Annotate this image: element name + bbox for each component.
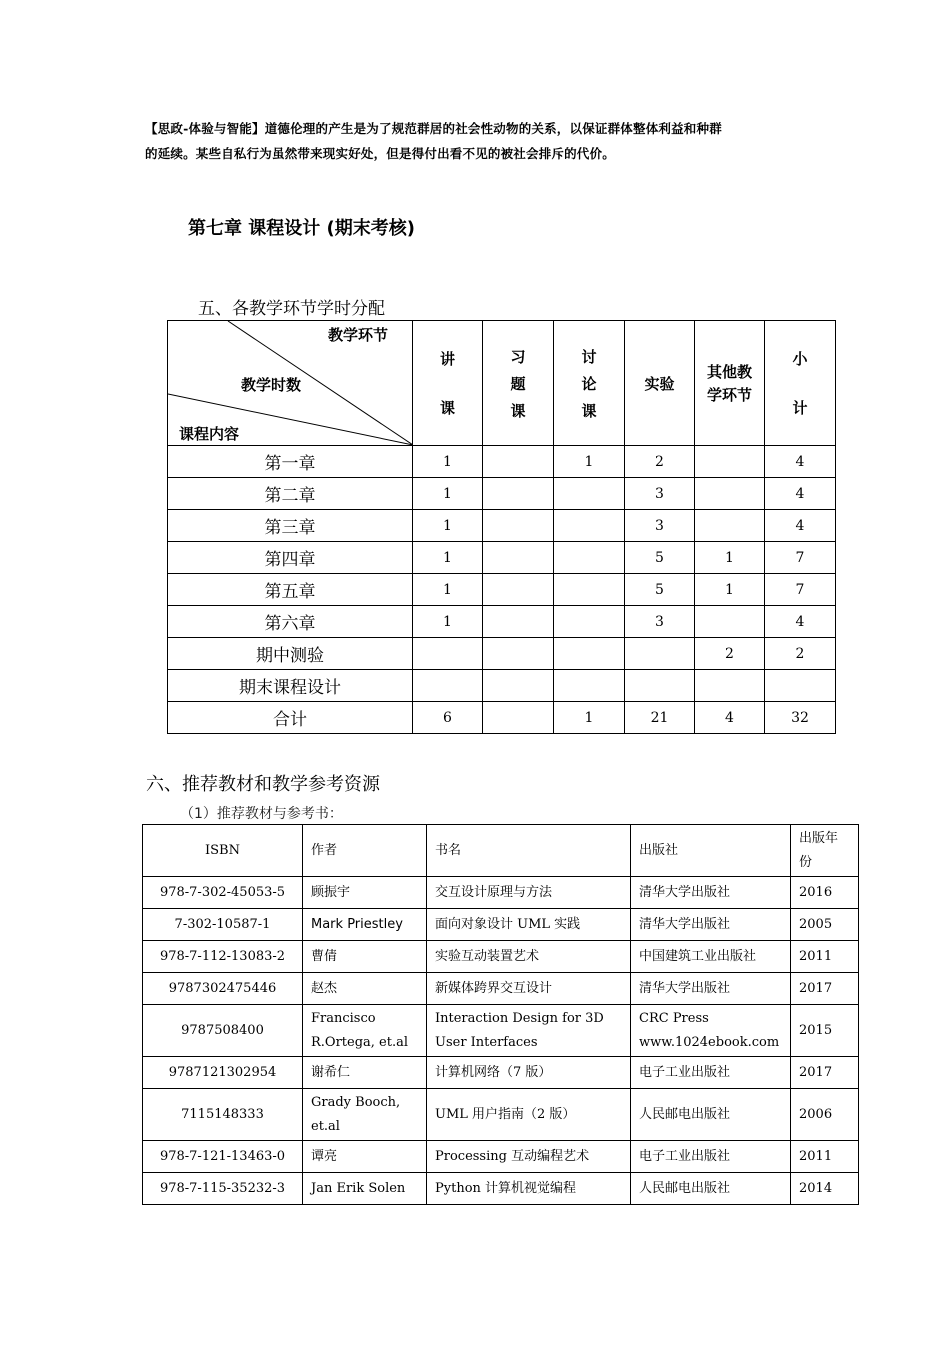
header-discuss-char: 课 bbox=[581, 401, 597, 420]
hours-row bbox=[168, 638, 836, 670]
header-year-line: 出版年 bbox=[799, 830, 839, 846]
hours-cell-discuss bbox=[554, 478, 625, 510]
book-author bbox=[303, 1089, 427, 1141]
book-isbn: 7-302-10587-1 bbox=[143, 909, 303, 941]
hours-cell-subtotal: 4 bbox=[765, 446, 836, 478]
section6-subtitle: （1）推荐教材与参考书： bbox=[180, 806, 343, 822]
book-title bbox=[427, 1005, 631, 1057]
section5-title: 五、各教学环节学时分配 bbox=[198, 299, 385, 319]
book-isbn: 978-7-121-13463-0 bbox=[143, 1141, 303, 1173]
hours-cell-lab: 3 bbox=[625, 510, 695, 542]
hours-cell-lecture bbox=[413, 638, 483, 670]
hours-cell-other: 1 bbox=[695, 574, 765, 606]
book-title-line: Python 计算机视觉编程 bbox=[435, 1180, 577, 1196]
book-author-line: et.al bbox=[311, 1118, 340, 1134]
book-title-line: 交互设计原理与方法 bbox=[435, 884, 553, 900]
hours-cell-discuss bbox=[554, 638, 625, 670]
book-author bbox=[303, 973, 427, 1005]
hours-row bbox=[168, 670, 836, 702]
book-publisher bbox=[631, 1173, 791, 1205]
book-year: 2005 bbox=[791, 909, 859, 941]
header-subtotal bbox=[765, 321, 836, 446]
hours-cell-discuss bbox=[554, 670, 625, 702]
hours-cell-discuss bbox=[554, 606, 625, 638]
book-title bbox=[427, 1173, 631, 1205]
header-discuss-char: 论 bbox=[581, 374, 597, 393]
book-row bbox=[143, 1005, 859, 1057]
book-title-line: 计算机网络（7 版） bbox=[435, 1064, 552, 1080]
intro-line-2: 的延续。某些自私行为虽然带来现实好处，但是得付出看不见的被社会排斥的代价。 bbox=[145, 146, 615, 161]
hours-cell-other bbox=[695, 670, 765, 702]
book-title bbox=[427, 1057, 631, 1089]
books-body bbox=[143, 877, 859, 1205]
book-author-line: Francisco bbox=[311, 1010, 376, 1026]
hours-row bbox=[168, 574, 836, 606]
hours-cell-discuss: 1 bbox=[554, 446, 625, 478]
hours-cell-lecture: 6 bbox=[413, 702, 483, 734]
hours-row bbox=[168, 606, 836, 638]
book-publisher bbox=[631, 1057, 791, 1089]
book-publisher bbox=[631, 973, 791, 1005]
hours-body bbox=[168, 446, 836, 734]
hours-row bbox=[168, 478, 836, 510]
header-other bbox=[695, 321, 765, 446]
book-publisher bbox=[631, 941, 791, 973]
hours-cell-discuss bbox=[554, 574, 625, 606]
hours-cell-exercise bbox=[483, 670, 554, 702]
book-title bbox=[427, 909, 631, 941]
hours-cell-discuss: 1 bbox=[554, 702, 625, 734]
book-author-line: R.Ortega, et.al bbox=[311, 1034, 409, 1050]
header-author: 作者 bbox=[303, 825, 427, 877]
book-isbn: 9787508400 bbox=[143, 1005, 303, 1057]
book-publisher-line: 清华大学出版社 bbox=[639, 980, 731, 996]
header-year-line: 份 bbox=[799, 854, 813, 870]
book-title-line: 新媒体跨界交互设计 bbox=[435, 980, 553, 996]
book-author bbox=[303, 909, 427, 941]
intro-paragraph bbox=[145, 116, 815, 166]
book-title-line: Processing 互动编程艺术 bbox=[435, 1148, 590, 1164]
book-isbn: 978-7-302-45053-5 bbox=[143, 877, 303, 909]
header-exercise-char: 习 bbox=[510, 347, 526, 366]
book-title-line: Interaction Design for 3D bbox=[435, 1010, 604, 1026]
book-publisher bbox=[631, 1005, 791, 1057]
header-lecture bbox=[413, 321, 483, 446]
book-row bbox=[143, 1089, 859, 1141]
book-author-line: 曹倩 bbox=[311, 948, 338, 964]
book-publisher-line: CRC Press bbox=[639, 1010, 709, 1026]
header-book-title: 书名 bbox=[427, 825, 631, 877]
header-lecture-char: 讲 bbox=[439, 350, 455, 368]
book-author bbox=[303, 941, 427, 973]
book-row bbox=[143, 877, 859, 909]
book-row bbox=[143, 1173, 859, 1205]
hours-cell-exercise bbox=[483, 638, 554, 670]
hours-row-label: 第五章 bbox=[168, 574, 413, 606]
book-title-line: 面向对象设计 UML 实践 bbox=[435, 916, 581, 932]
hours-cell-discuss bbox=[554, 510, 625, 542]
hours-cell-lab: 21 bbox=[625, 702, 695, 734]
hours-cell-lecture: 1 bbox=[413, 510, 483, 542]
section6-title: 六、推荐教材和教学参考资源 bbox=[146, 774, 380, 795]
header-year bbox=[791, 825, 859, 877]
header-exercise bbox=[483, 321, 554, 446]
hours-cell-subtotal: 4 bbox=[765, 510, 836, 542]
book-author-line: Jan Erik Solen bbox=[311, 1180, 406, 1196]
book-publisher-line: 电子工业出版社 bbox=[639, 1148, 731, 1164]
hours-cell-subtotal: 4 bbox=[765, 478, 836, 510]
intro-line-1: 【思政-体验与智能】道德伦理的产生是为了规范群居的社会性动物的关系，以保证群体整体利益和种群 bbox=[145, 121, 722, 136]
hours-cell-lab bbox=[625, 670, 695, 702]
hours-cell-other: 1 bbox=[695, 542, 765, 574]
hours-cell-subtotal: 4 bbox=[765, 606, 836, 638]
header-lecture-char: 课 bbox=[439, 399, 455, 417]
book-year: 2011 bbox=[791, 1141, 859, 1173]
hours-cell-other bbox=[695, 510, 765, 542]
hours-cell-subtotal: 2 bbox=[765, 638, 836, 670]
hours-cell-lecture: 1 bbox=[413, 446, 483, 478]
diag-label-top: 教学环节 bbox=[328, 326, 389, 344]
diagonal-header-cell bbox=[168, 321, 413, 446]
book-publisher-line: www.1024ebook.com bbox=[639, 1034, 780, 1050]
hours-cell-lab: 5 bbox=[625, 542, 695, 574]
hours-cell-exercise bbox=[483, 606, 554, 638]
book-publisher-line: 中国建筑工业出版社 bbox=[639, 948, 757, 964]
hours-cell-exercise bbox=[483, 510, 554, 542]
header-subtotal-char: 计 bbox=[792, 399, 808, 417]
book-author-line: Grady Booch, bbox=[311, 1094, 401, 1110]
hours-cell-other: 4 bbox=[695, 702, 765, 734]
hours-cell-lab: 3 bbox=[625, 606, 695, 638]
diag-label-bottom: 课程内容 bbox=[179, 425, 240, 443]
hours-row bbox=[168, 702, 836, 734]
hours-cell-lecture: 1 bbox=[413, 478, 483, 510]
hours-cell-other bbox=[695, 606, 765, 638]
book-isbn: 7115148333 bbox=[143, 1089, 303, 1141]
book-year: 2006 bbox=[791, 1089, 859, 1141]
book-author-line: 赵杰 bbox=[311, 980, 338, 996]
book-publisher-line: 清华大学出版社 bbox=[639, 916, 731, 932]
hours-cell-exercise bbox=[483, 478, 554, 510]
book-year: 2016 bbox=[791, 877, 859, 909]
book-row bbox=[143, 1057, 859, 1089]
hours-cell-lab: 5 bbox=[625, 574, 695, 606]
book-isbn: 9787121302954 bbox=[143, 1057, 303, 1089]
book-title bbox=[427, 877, 631, 909]
book-title-line: User Interfaces bbox=[435, 1034, 538, 1050]
book-author bbox=[303, 1141, 427, 1173]
book-year: 2011 bbox=[791, 941, 859, 973]
hours-row-label: 期末课程设计 bbox=[168, 670, 413, 702]
book-row bbox=[143, 941, 859, 973]
hours-cell-exercise bbox=[483, 574, 554, 606]
hours-cell-lecture: 1 bbox=[413, 542, 483, 574]
book-author bbox=[303, 1005, 427, 1057]
book-year: 2017 bbox=[791, 1057, 859, 1089]
hours-cell-exercise bbox=[483, 702, 554, 734]
book-isbn: 9787302475446 bbox=[143, 973, 303, 1005]
hours-cell-lecture bbox=[413, 670, 483, 702]
hours-cell-other: 2 bbox=[695, 638, 765, 670]
header-subtotal-char: 小 bbox=[792, 350, 808, 368]
hours-cell-subtotal: 7 bbox=[765, 574, 836, 606]
book-isbn: 978-7-112-13083-2 bbox=[143, 941, 303, 973]
book-title-line: UML 用户指南（2 版） bbox=[435, 1106, 576, 1122]
book-row bbox=[143, 1141, 859, 1173]
book-author bbox=[303, 877, 427, 909]
book-year: 2017 bbox=[791, 973, 859, 1005]
book-isbn: 978-7-115-35232-3 bbox=[143, 1173, 303, 1205]
hours-row-label: 第四章 bbox=[168, 542, 413, 574]
hours-cell-subtotal bbox=[765, 670, 836, 702]
hours-row bbox=[168, 446, 836, 478]
book-row bbox=[143, 909, 859, 941]
book-publisher bbox=[631, 1089, 791, 1141]
diag-label-mid: 教学时数 bbox=[241, 376, 302, 394]
header-isbn: ISBN bbox=[143, 825, 303, 877]
hours-cell-other bbox=[695, 478, 765, 510]
header-other-line: 其他教 bbox=[706, 363, 752, 381]
hours-row-label: 第一章 bbox=[168, 446, 413, 478]
book-publisher bbox=[631, 909, 791, 941]
hours-cell-lab bbox=[625, 638, 695, 670]
hours-row bbox=[168, 510, 836, 542]
book-row bbox=[143, 973, 859, 1005]
book-publisher-line: 电子工业出版社 bbox=[639, 1064, 731, 1080]
hours-cell-other bbox=[695, 446, 765, 478]
hours-row-label: 第六章 bbox=[168, 606, 413, 638]
header-publisher: 出版社 bbox=[631, 825, 791, 877]
hours-cell-lab: 3 bbox=[625, 478, 695, 510]
book-publisher-line: 清华大学出版社 bbox=[639, 884, 731, 900]
book-title bbox=[427, 973, 631, 1005]
book-author-line: 谭亮 bbox=[311, 1148, 338, 1164]
book-year: 2015 bbox=[791, 1005, 859, 1057]
hours-cell-subtotal: 7 bbox=[765, 542, 836, 574]
book-title bbox=[427, 1089, 631, 1141]
hours-cell-lecture: 1 bbox=[413, 574, 483, 606]
book-publisher-line: 人民邮电出版社 bbox=[639, 1180, 731, 1196]
header-exercise-char: 课 bbox=[510, 401, 526, 420]
book-publisher-line: 人民邮电出版社 bbox=[639, 1106, 731, 1122]
header-discuss bbox=[554, 321, 625, 446]
hours-table bbox=[167, 320, 836, 734]
book-publisher bbox=[631, 1141, 791, 1173]
book-author bbox=[303, 1173, 427, 1205]
hours-row bbox=[168, 542, 836, 574]
hours-row-label: 第三章 bbox=[168, 510, 413, 542]
header-exercise-char: 题 bbox=[510, 374, 526, 393]
books-header-row bbox=[143, 825, 859, 877]
chapter-title: 第七章 课程设计 (期末考核) bbox=[188, 218, 415, 239]
hours-cell-subtotal: 32 bbox=[765, 702, 836, 734]
hours-cell-lecture: 1 bbox=[413, 606, 483, 638]
hours-row-label: 第二章 bbox=[168, 478, 413, 510]
hours-cell-exercise bbox=[483, 542, 554, 574]
books-table bbox=[142, 824, 859, 1205]
header-other-line: 学环节 bbox=[706, 386, 752, 404]
book-author-line: Mark Priestley bbox=[311, 916, 403, 932]
hours-header-row bbox=[168, 321, 836, 446]
header-discuss-char: 讨 bbox=[581, 347, 597, 366]
book-year: 2014 bbox=[791, 1173, 859, 1205]
hours-cell-exercise bbox=[483, 446, 554, 478]
book-title bbox=[427, 1141, 631, 1173]
book-title bbox=[427, 941, 631, 973]
hours-cell-discuss bbox=[554, 542, 625, 574]
book-title-line: 实验互动装置艺术 bbox=[435, 948, 540, 964]
hours-row-label: 合计 bbox=[168, 702, 413, 734]
hours-row-label: 期中测验 bbox=[168, 638, 413, 670]
header-lab: 实验 bbox=[625, 321, 695, 446]
hours-cell-lab: 2 bbox=[625, 446, 695, 478]
book-author-line: 顾振宇 bbox=[311, 884, 351, 900]
book-publisher bbox=[631, 877, 791, 909]
book-author bbox=[303, 1057, 427, 1089]
book-author-line: 谢希仁 bbox=[311, 1064, 351, 1080]
